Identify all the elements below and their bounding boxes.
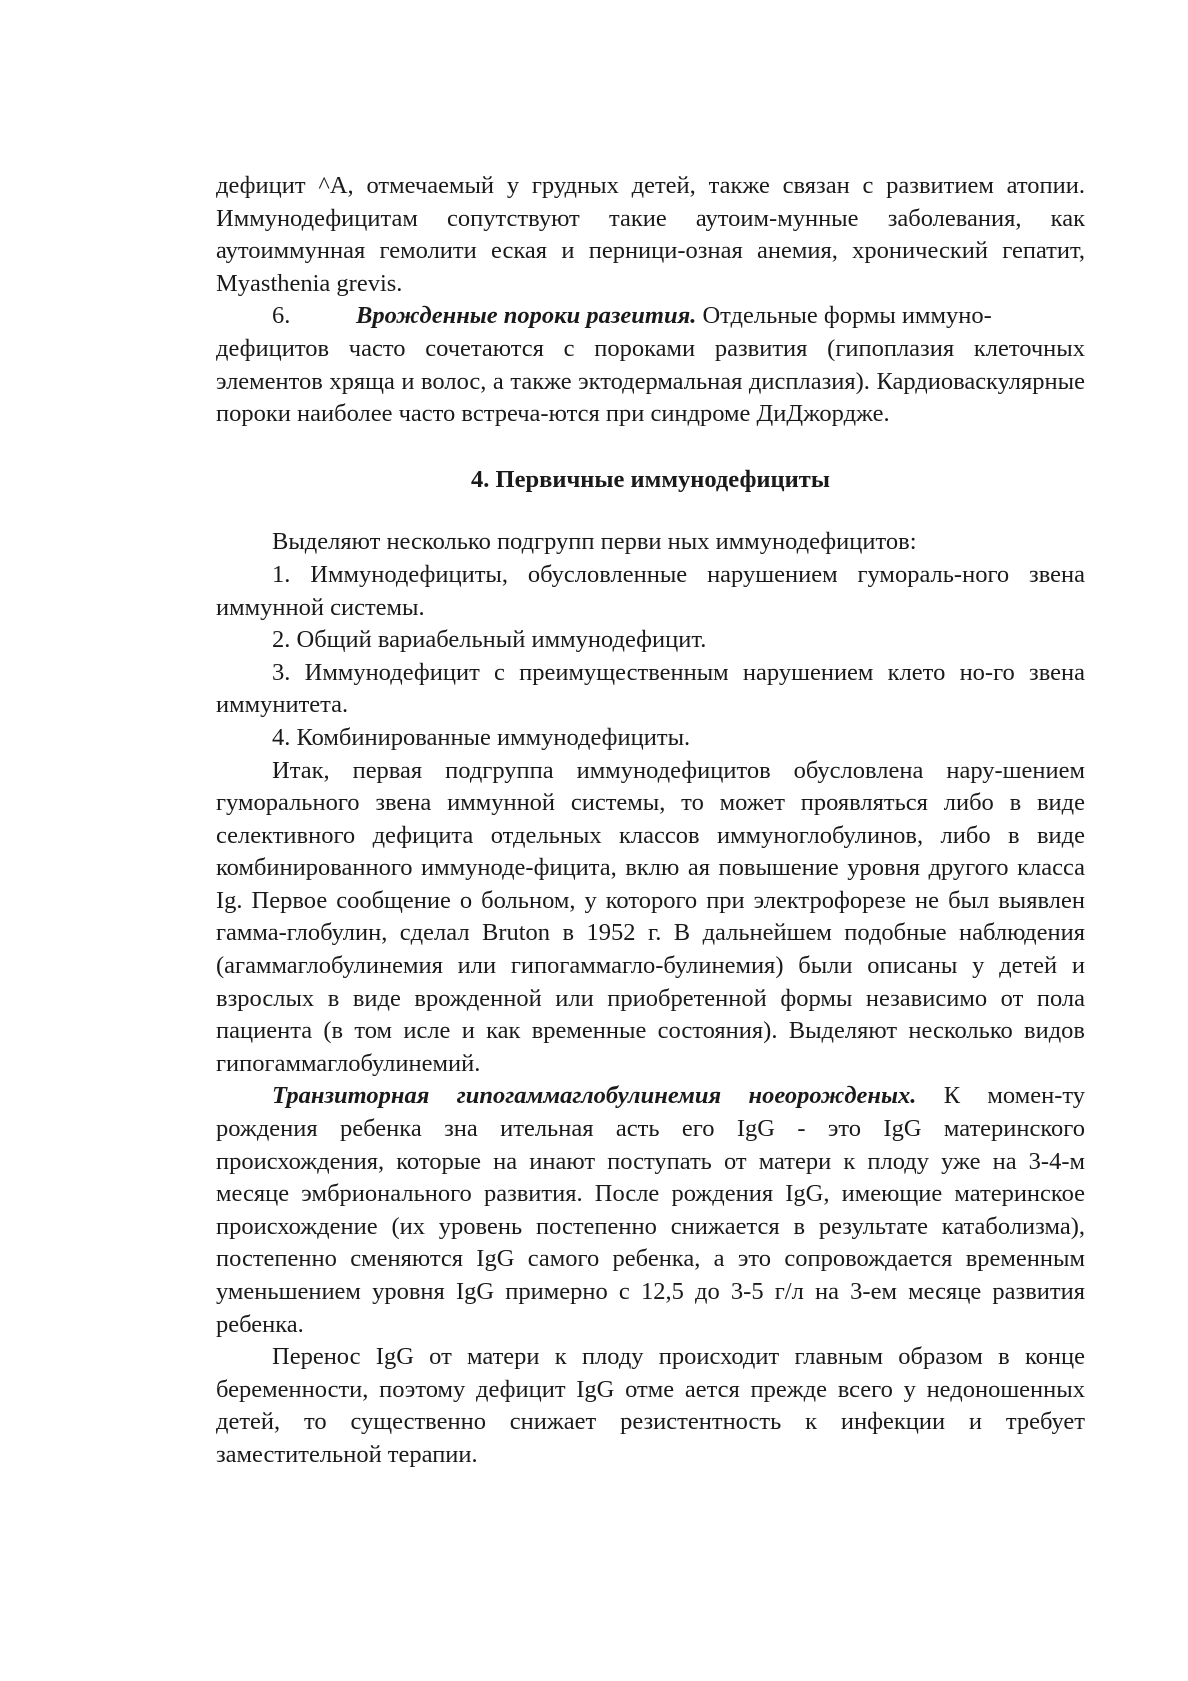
- paragraph-first-subgroup: Итак, первая подгруппа иммунодефицитов обусловлена нару-шением гуморального звена иммунной системы, то может проявляться либо в виде селективного дефицита отдельных классов иммуноглобулинов, либо в виде комбинированного иммуноде-фицита, вклю ая повышение уровня другого класса Ig. Первое сообщение о больном, у которого при электрофорезе не был выявлен гамма-глобулин, сделал Bruton в 1952 г. В дальнейшем подобные наблюдения (агаммаглобулинемия или гипогаммагло-булинемия) были описаны у детей и взрослых в виде врожденной или приобретенной формы независимо от пола пациента (в том исле и как временные состояния). Выделяют несколько видов гипогаммаглобулинемий.: [216, 756, 1085, 1077]
- section-heading: 4. Первичные иммунодефициты: [471, 465, 830, 493]
- list-item-6-first-line: [216, 300, 1136, 333]
- paragraph-text: К момен-ту рождения ребенка зна ительная асть его IgG - это IgG материнского происхождения, которые на инают поступать от матери к плоду уже на 3-4-м месяце эмбрионального развития. После рождения IgG, имеющие материнское происхождение (их уровень постепенно снижается в результате катаболизма), постепенно сменяются IgG самого ребенка, а это сопровождается временным уменьшением уровня IgG примерно с 12,5 до 3-5 г/л на 3-ем месяце развития ребенка.: [216, 1082, 1085, 1338]
- list-number: 6.: [272, 302, 291, 330]
- document-body: [216, 170, 1085, 1472]
- paragraph-intro: Выделяют несколько подгрупп перви ных иммунодефицитов:: [272, 528, 917, 556]
- list-item: 1. Иммунодефициты, обусловленные нарушением гумораль-ного звена иммунной системы.: [216, 560, 1085, 621]
- item-first-line-text: Отдельные формы иммуно-: [702, 302, 992, 330]
- paragraph-immunodeficiency-autoimmune: дефицит ^А, отмечаемый у грудных детей, также связан с развитием атопии. Иммунодефицитам сопутствуют такие аутоим-мунные заболевания, как аутоиммунная гемолити еская и перници-озная анемия, хронический гепатит, Myasthenia grevis.: [216, 172, 1085, 297]
- item-title: Врожденные пороки разеития.: [356, 302, 697, 330]
- list-item-6-continuation: дефицитов часто сочетаются с пороками развития (гипоплазия клеточных элементов хряща и волос, а также эктодермальная дисплазия). Кардиоваскулярные пороки наиболее часто встреча-ются при синдроме ДиДжордже.: [216, 334, 1085, 428]
- list-item: 2. Общий вариабельный иммунодефицит.: [272, 626, 707, 654]
- paragraph-igg-transfer: Перенос IgG от матери к плоду происходит главным образом в конце беременности, поэтому дефицит IgG отме ается прежде всего у недоношенных детей, то существенно снижает резистентность к инфекции и требует заместительной терапии.: [216, 1343, 1085, 1468]
- paragraph-title: Транзиторная гипогаммаглобулинемия ноеорожденых.: [272, 1082, 917, 1110]
- list-item: 3. Иммунодефицит с преимущественным нарушением клето но-го звена иммунитета.: [216, 658, 1085, 719]
- list-item: 4. Комбинированные иммунодефициты.: [272, 723, 691, 751]
- paragraph-transient-hypogammaglobulinemia: [216, 1080, 1085, 1341]
